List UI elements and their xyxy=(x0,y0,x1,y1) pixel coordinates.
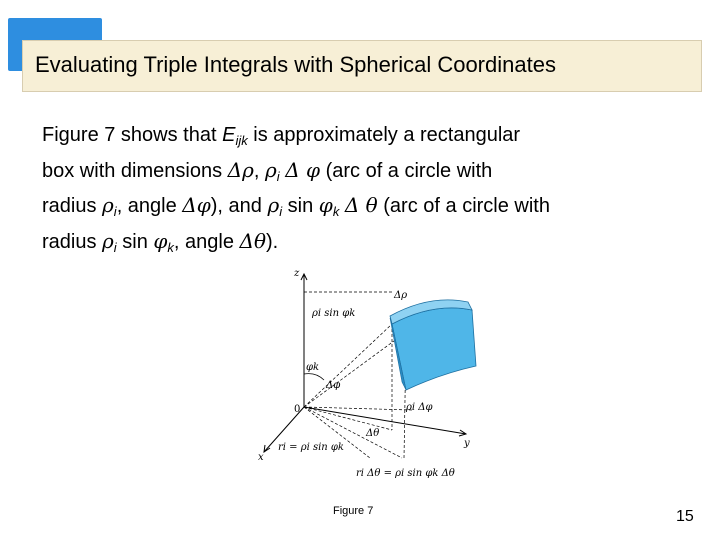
y-axis xyxy=(304,407,466,434)
origin-label: 0 xyxy=(294,404,301,415)
figure-caption: Figure 7 xyxy=(333,505,374,517)
rho-delta-phi-label: ρi Δφ xyxy=(406,402,433,413)
spherical-box xyxy=(390,300,476,390)
slide-title: Evaluating Triple Integrals with Spherical Coordinates xyxy=(35,52,556,77)
phi-arc xyxy=(304,374,324,380)
delta-rho-label: Δρ xyxy=(394,290,408,301)
z-axis-label: z xyxy=(294,268,300,279)
body-line-3: radius $\rho_i$, angle Δφ), and $\rho_i$ $\sin \varphi_k$ Δ θ (arc of a circle with xyxy=(42,193,550,219)
x-axis-label: x xyxy=(258,452,264,463)
rho-sin-phi-label: ρi sin φk xyxy=(312,308,356,319)
figure-7-diagram xyxy=(244,262,490,490)
ray-floor-b xyxy=(304,407,392,430)
delta-theta-label: Δθ xyxy=(366,428,380,439)
spherical-wedge-diagram xyxy=(244,262,490,490)
phi-k-label: φk xyxy=(306,362,320,373)
body-line-1: Figure 7 shows that $E_{ijk}$ is approximately a rectangular xyxy=(42,124,521,148)
delta-phi-label: Δφ xyxy=(326,380,341,391)
slide-body xyxy=(42,121,682,262)
y-axis-label: y xyxy=(464,438,470,449)
body-line-4: radius $\rho_i$ $\sin \varphi_k$, angle Δθ). xyxy=(42,228,279,255)
page-number: 15 xyxy=(676,508,694,525)
body-line-2: box with dimensions Δρ, $\rho_i$ Δ φ (arc of a circle with xyxy=(42,157,493,184)
r-i-equation-label: ri = ρi sin φk xyxy=(278,442,344,453)
arc-equation-label: ri Δθ = ρi sin φk Δθ xyxy=(356,468,455,479)
